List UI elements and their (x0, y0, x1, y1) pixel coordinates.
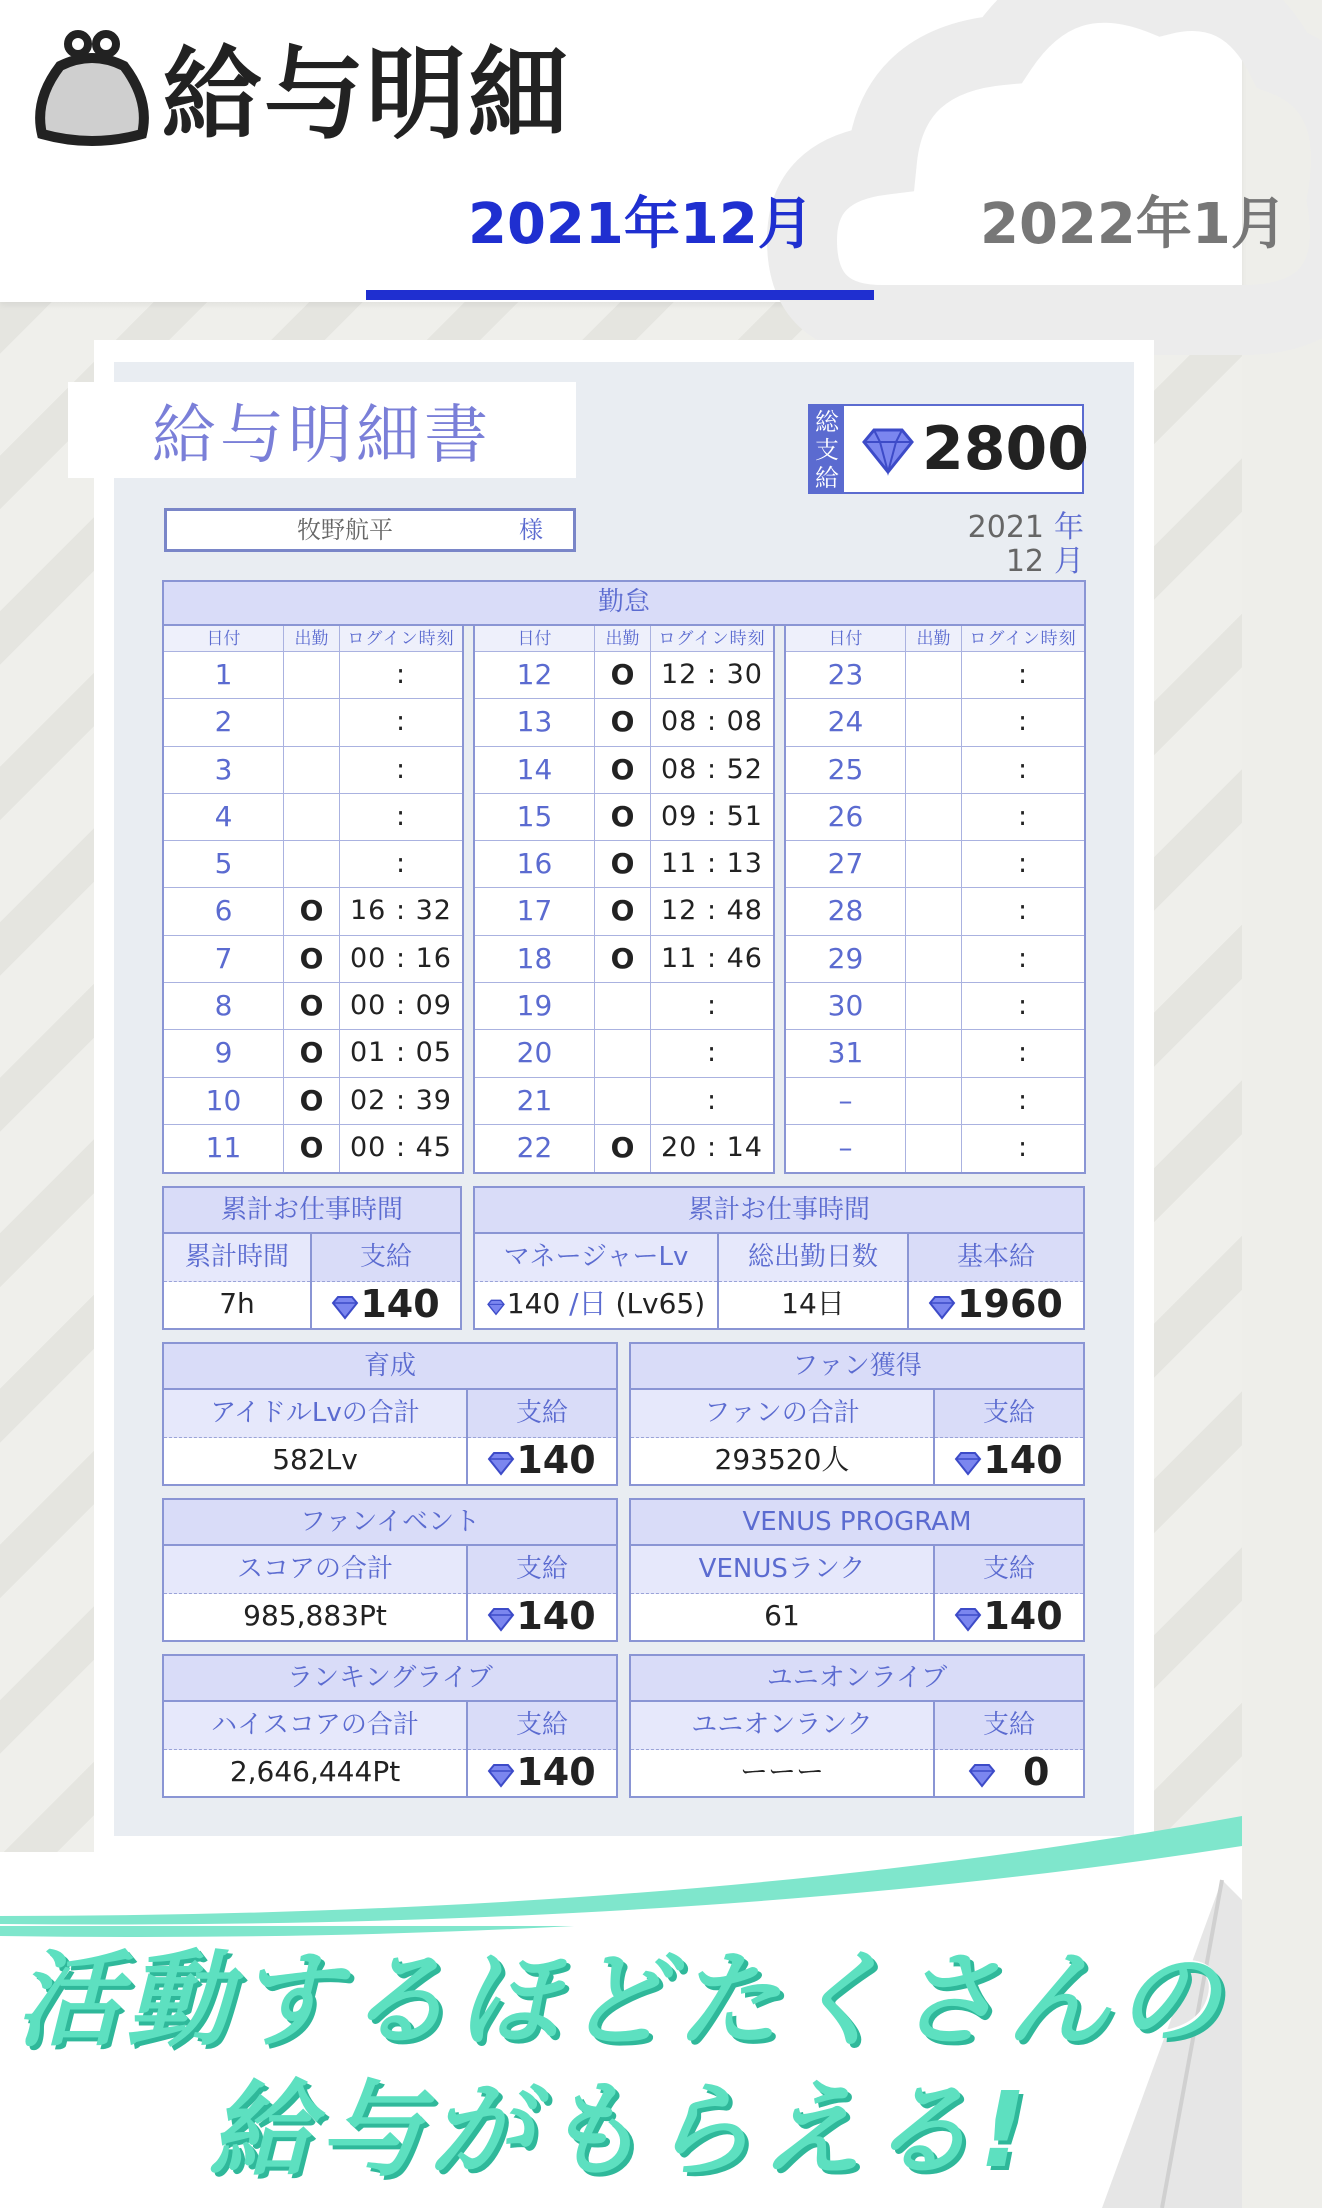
attendance-row (786, 652, 1084, 699)
login-time: : (1017, 800, 1029, 832)
attendance-row (475, 888, 773, 935)
total-pay-box (808, 404, 1089, 494)
attendance-date: 14 (475, 747, 595, 793)
attendance-mark (284, 794, 340, 840)
pay-label: 支給 (935, 1390, 1083, 1438)
cell-value: 985,883Pt (243, 1599, 387, 1632)
panel-title: ランキングライブ (164, 1656, 616, 1702)
attendance-date: 4 (164, 794, 284, 840)
manager-daily-unit: /日 (560, 1287, 607, 1320)
cell-label: 累計時間 (164, 1234, 310, 1282)
attendance-title: 勤怠 (162, 580, 1086, 626)
pay-label: 支給 (312, 1234, 460, 1282)
attendance-mark (906, 936, 962, 982)
panel-title: 累計お仕事時間 (164, 1188, 460, 1234)
cell-label: アイドルLvの合計 (164, 1390, 466, 1438)
login-time: 08 : 08 (661, 706, 763, 738)
pay-amount: 0 (1023, 1750, 1050, 1794)
attendance-row (164, 747, 462, 794)
header-login: ログイン時刻 (347, 629, 455, 649)
attendance-row (786, 1030, 1084, 1077)
recipient-name: 牧野航平 (297, 516, 393, 544)
attendance-row (786, 1125, 1084, 1172)
login-time: 00 : 09 (350, 990, 452, 1022)
attendance-column-header (786, 626, 1084, 652)
diamond-icon (955, 1596, 981, 1620)
login-time: : (1017, 895, 1029, 927)
diamond-icon (862, 426, 914, 474)
attendance-row (475, 1078, 773, 1125)
login-time: : (395, 659, 407, 690)
cell-value: 293520人 (714, 1443, 850, 1476)
tab-2021-12[interactable]: 2021年12月 (468, 192, 814, 257)
base-pay-amount: 1960 (957, 1282, 1063, 1326)
login-time: : (1017, 848, 1029, 880)
attendance-mark (906, 1078, 962, 1124)
diamond-icon (487, 1284, 505, 1300)
header-day: 日付 (786, 626, 906, 651)
diamond-icon (929, 1284, 955, 1308)
attendance-row (786, 794, 1084, 841)
pay-label: 支給 (468, 1546, 616, 1594)
login-time: : (1017, 753, 1029, 785)
pay-amount: 140 (516, 1750, 596, 1794)
attendance-date: 2 (164, 699, 284, 745)
attendance-row (164, 699, 462, 746)
attendance-row (475, 1125, 773, 1172)
base-pay-value (909, 1282, 1083, 1326)
attendance-row (164, 652, 462, 699)
login-time: : (1017, 706, 1029, 738)
promo-line-1: 活動するほどたくさんの (15, 1939, 1226, 2061)
slip-month (1006, 536, 1084, 580)
attendance-date: 17 (475, 888, 595, 934)
attendance-mark (595, 1030, 651, 1076)
login-time: : (1017, 1084, 1029, 1116)
attendance-column-1 (162, 626, 464, 1174)
header-attend: 出勤 (906, 626, 962, 651)
header-attend: 出勤 (595, 626, 651, 651)
wave-decoration (0, 1806, 1242, 1926)
attendance-row (164, 794, 462, 841)
attendance-date: 12 (475, 652, 595, 698)
attendance-date: 15 (475, 794, 595, 840)
tab-2022-01[interactable]: 2022年1月 (980, 192, 1287, 257)
pay-value (935, 1438, 1083, 1482)
attendance-date: 3 (164, 747, 284, 793)
attendance-date: 7 (164, 936, 284, 982)
attendance-row (786, 888, 1084, 935)
diamond-icon (488, 1440, 514, 1464)
attendance-mark: O (284, 1125, 340, 1172)
attendance-mark (906, 794, 962, 840)
cell-value: 61 (764, 1599, 800, 1632)
cell-label: マネージャーLv (475, 1234, 717, 1282)
login-time: 16 : 32 (350, 895, 452, 927)
recipient-suffix: 様 (519, 516, 543, 544)
login-time: 09 : 51 (661, 800, 763, 832)
payslip-title: 給与明細書 (68, 382, 576, 478)
pay-amount: 140 (983, 1438, 1063, 1482)
login-time: : (706, 1084, 718, 1116)
login-time: 20 : 14 (661, 1131, 763, 1163)
attendance-mark (906, 652, 962, 698)
panel-ranking-live (162, 1654, 618, 1798)
panel-title: ユニオンライブ (631, 1656, 1083, 1702)
attendance-date: 16 (475, 841, 595, 887)
manager-level: (Lv65) (606, 1287, 706, 1320)
tab-selected-indicator (366, 290, 874, 300)
header (0, 0, 1287, 302)
attendance-column-2 (473, 626, 775, 1174)
panel-manager (473, 1186, 1085, 1330)
cell-value (475, 1282, 717, 1326)
login-time: 11 : 46 (661, 942, 763, 974)
attendance-mark: O (595, 936, 651, 982)
attendance-mark (284, 699, 340, 745)
attendance-date: 11 (164, 1125, 284, 1172)
cell-value: ーーー (739, 1755, 824, 1788)
attendance-row (475, 794, 773, 841)
attendance-row (786, 699, 1084, 746)
attendance-date: 13 (475, 699, 595, 745)
cell-label: スコアの合計 (164, 1546, 466, 1594)
pay-label: 支給 (468, 1390, 616, 1438)
panel-title: VENUS PROGRAM (631, 1500, 1083, 1546)
pay-value (935, 1750, 1083, 1794)
login-time: : (1017, 659, 1029, 690)
attendance-date: 25 (786, 747, 906, 793)
attendance-mark: O (595, 794, 651, 840)
pay-value (468, 1438, 616, 1482)
login-time: : (1017, 942, 1029, 974)
attendance-mark (284, 747, 340, 793)
panel-work-time (162, 1186, 462, 1330)
attendance-row (475, 699, 773, 746)
attendance-date: 27 (786, 841, 906, 887)
login-time: : (395, 848, 407, 880)
attendance-mark: O (595, 652, 651, 698)
attendance-mark (284, 841, 340, 887)
login-time: 01 : 05 (350, 1037, 452, 1069)
login-time: 00 : 45 (350, 1131, 452, 1163)
attendance-column-3 (784, 626, 1086, 1174)
slip-month-unit: 月 (1054, 544, 1084, 579)
diamond-icon (969, 1752, 995, 1776)
attendance-mark (906, 841, 962, 887)
attendance-row (164, 841, 462, 888)
attendance-row (475, 983, 773, 1030)
login-time: : (1017, 990, 1029, 1022)
cloud-decoration-icon (762, 0, 1322, 360)
attendance-mark (906, 747, 962, 793)
attendance-row (475, 841, 773, 888)
header-day: 日付 (164, 626, 284, 651)
attendance-date: 6 (164, 888, 284, 934)
pay-amount: 140 (516, 1438, 596, 1482)
attendance-row (164, 1125, 462, 1172)
app-title: 給与明細 (162, 36, 570, 153)
panel-fan-event (162, 1498, 618, 1642)
login-time: : (1017, 1037, 1029, 1069)
panel-title: ファンイベント (164, 1500, 616, 1546)
attendance-row (475, 936, 773, 983)
attendance-mark: O (595, 699, 651, 745)
wallet-icon (30, 30, 154, 154)
attendance-row (786, 1078, 1084, 1125)
attendance-mark: O (595, 1125, 651, 1172)
attendance-row (475, 1030, 773, 1077)
pay-value (312, 1282, 460, 1326)
attendance-date: 31 (786, 1030, 906, 1076)
attendance-date: 23 (786, 652, 906, 698)
slip-year-unit: 年 (1054, 510, 1084, 545)
login-time: : (395, 753, 407, 785)
login-time: 11 : 13 (661, 848, 763, 880)
login-time: 12 : 48 (661, 895, 763, 927)
slip-year-value: 2021 (967, 510, 1044, 545)
attendance-row (786, 841, 1084, 888)
pay-value (468, 1594, 616, 1638)
pay-label: 支給 (468, 1702, 616, 1750)
attendance-date: 30 (786, 983, 906, 1029)
cell-label: ファンの合計 (631, 1390, 933, 1438)
cell-label: VENUSランク (631, 1546, 933, 1594)
panel-venus (629, 1498, 1085, 1642)
recipient-box (164, 508, 576, 552)
cell-label: ユニオンランク (631, 1702, 933, 1750)
promo-line-2: 給与がもらえる! (209, 2069, 1033, 2191)
header-day: 日付 (475, 626, 595, 651)
attendance-row (786, 983, 1084, 1030)
login-time: 00 : 16 (350, 942, 452, 974)
attendance-date: 20 (475, 1030, 595, 1076)
pay-label: 支給 (935, 1702, 1083, 1750)
attendance-row (475, 747, 773, 794)
diamond-icon (488, 1752, 514, 1776)
attendance-mark (284, 652, 340, 698)
attendance-date: 10 (164, 1078, 284, 1124)
login-time: : (706, 1037, 718, 1069)
attendance-mark: O (284, 888, 340, 934)
attendance-row (164, 1078, 462, 1125)
total-pay-label: 総支給 (810, 406, 844, 492)
attendance-date: – (786, 1078, 906, 1124)
attendance-mark: O (284, 1078, 340, 1124)
cell-label: ハイスコアの合計 (164, 1702, 466, 1750)
diamond-icon (332, 1284, 358, 1308)
attendance-mark (906, 699, 962, 745)
attendance-mark (906, 1030, 962, 1076)
attendance-mark: O (595, 841, 651, 887)
login-time: 02 : 39 (350, 1084, 452, 1116)
header-login: ログイン時刻 (969, 629, 1077, 649)
attendance-date: 5 (164, 841, 284, 887)
attendance-mark (595, 1078, 651, 1124)
attendance-column-header (164, 626, 462, 652)
cell-value: 14日 (781, 1287, 845, 1320)
attendance-date: 19 (475, 983, 595, 1029)
login-time: : (706, 990, 718, 1022)
header-attend: 出勤 (284, 626, 340, 651)
attendance-column-header (475, 626, 773, 652)
pay-value (468, 1750, 616, 1794)
panel-fans (629, 1342, 1085, 1486)
attendance-row (164, 936, 462, 983)
cell-value: 582Lv (272, 1443, 358, 1476)
login-time: 12 : 30 (661, 659, 763, 690)
attendance-mark: O (595, 747, 651, 793)
pay-amount: 140 (516, 1594, 596, 1638)
panel-title: 育成 (164, 1344, 616, 1390)
panel-training (162, 1342, 618, 1486)
attendance-row (786, 747, 1084, 794)
total-pay-value: 2800 (922, 414, 1089, 484)
attendance-date: 28 (786, 888, 906, 934)
attendance-date: 21 (475, 1078, 595, 1124)
attendance-date: 18 (475, 936, 595, 982)
attendance-mark (906, 983, 962, 1029)
attendance-row (164, 983, 462, 1030)
attendance-date: 26 (786, 794, 906, 840)
attendance-date: 22 (475, 1125, 595, 1172)
attendance-mark: O (284, 1030, 340, 1076)
login-time: : (395, 706, 407, 738)
attendance-row (475, 652, 773, 699)
pay-value (935, 1594, 1083, 1638)
pay-label: 支給 (935, 1546, 1083, 1594)
panel-union-live (629, 1654, 1085, 1798)
attendance-date: 24 (786, 699, 906, 745)
attendance-date: 1 (164, 652, 284, 698)
attendance-mark: O (284, 936, 340, 982)
attendance-mark (906, 1125, 962, 1172)
diamond-icon (488, 1596, 514, 1620)
attendance-date: 9 (164, 1030, 284, 1076)
panel-title: 累計お仕事時間 (475, 1188, 1083, 1234)
login-time: : (395, 800, 407, 832)
attendance-mark (595, 983, 651, 1029)
diamond-icon (955, 1440, 981, 1464)
attendance-mark: O (284, 983, 340, 1029)
manager-daily-gem: 140 (506, 1287, 561, 1320)
login-time: : (1017, 1131, 1029, 1163)
attendance-row (164, 1030, 462, 1077)
cell-label: 総出勤日数 (719, 1234, 907, 1282)
slip-month-value: 12 (1005, 544, 1044, 579)
pay-amount: 140 (360, 1282, 440, 1326)
panel-title: ファン獲得 (631, 1344, 1083, 1390)
attendance-date: 29 (786, 936, 906, 982)
attendance-row (786, 936, 1084, 983)
pay-amount: 140 (983, 1594, 1063, 1638)
base-pay-label: 基本給 (909, 1234, 1083, 1282)
cell-value: 7h (219, 1287, 255, 1320)
attendance-mark: O (595, 888, 651, 934)
attendance-row (164, 888, 462, 935)
attendance-date: – (786, 1125, 906, 1172)
header-login: ログイン時刻 (658, 629, 766, 649)
attendance-date: 8 (164, 983, 284, 1029)
login-time: 08 : 52 (661, 753, 763, 785)
attendance-mark (906, 888, 962, 934)
cell-value: 2,646,444Pt (229, 1755, 401, 1788)
